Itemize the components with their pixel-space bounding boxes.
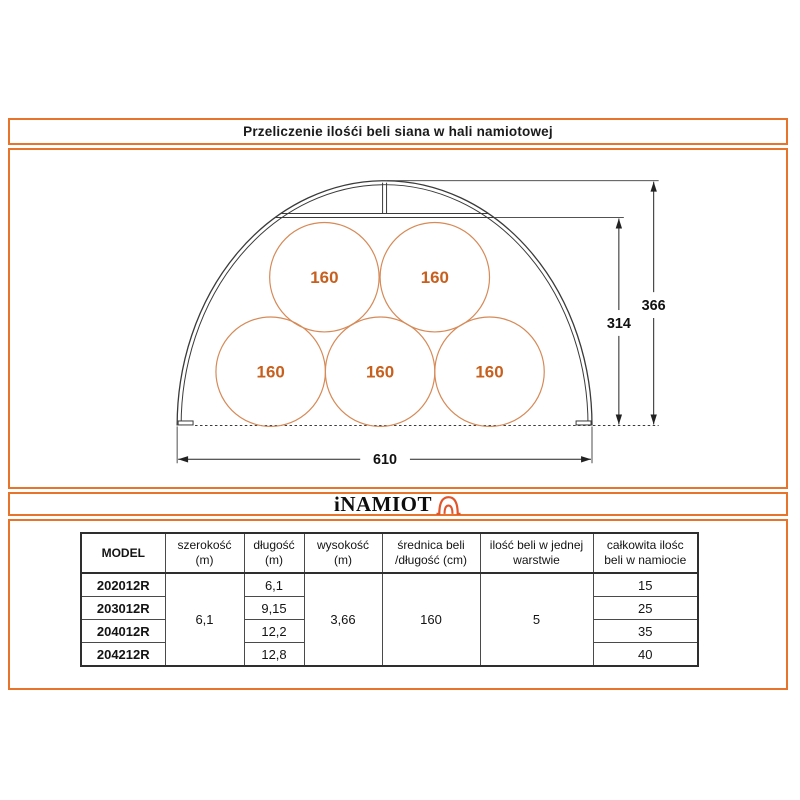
col-header-label: beli w namiocie (604, 553, 687, 567)
length-cell: 12,8 (244, 643, 304, 667)
title-bar (8, 118, 788, 145)
bale-diameter-cell: 160 (382, 573, 480, 666)
table-row (81, 573, 698, 597)
col-header-model (81, 533, 165, 573)
col-header-label: całkowita ilośc (606, 538, 684, 552)
length-cell: 6,1 (244, 573, 304, 597)
arrowhead (616, 219, 622, 229)
tent-inner-arc (181, 185, 588, 426)
height-cell: 3,66 (304, 573, 382, 666)
total-bales-cell: 35 (593, 620, 698, 643)
right-foot-plate (576, 421, 591, 425)
bale-diameter-label: 160 (310, 268, 339, 288)
col-header-height (304, 533, 382, 573)
arrowhead (178, 456, 188, 462)
table-header-row (81, 533, 698, 573)
page-title: Przeliczenie ilośći beli siana w hali namiotowej (243, 124, 553, 139)
total-bales-cell: 25 (593, 597, 698, 620)
total-bales-cell: 15 (593, 573, 698, 597)
col-header-bale-diameter (382, 533, 480, 573)
model-cell: 204012R (81, 620, 165, 643)
model-cell: 204212R (81, 643, 165, 667)
col-header-unit: (m) (334, 553, 352, 567)
spec-table (80, 532, 699, 667)
arrowhead (581, 456, 591, 462)
model-cell: 203012R (81, 597, 165, 620)
arrowhead (650, 182, 656, 192)
brand-logo-text: iNAMIOT (334, 491, 432, 516)
model-cell: 202012R (81, 573, 165, 597)
col-header-label: warstwie (513, 553, 560, 567)
arrowhead (650, 415, 656, 425)
bale-diameter-label: 160 (420, 268, 449, 288)
dim-total-height-label: 366 (641, 298, 666, 315)
total-bales-cell: 40 (593, 643, 698, 667)
col-header-total-bales (593, 533, 698, 573)
col-header-unit: /długość (cm) (394, 553, 468, 567)
left-foot-plate (178, 421, 193, 425)
col-header-label: średnica beli (397, 538, 465, 552)
arrowhead (616, 415, 622, 425)
col-header-label: wysokość (316, 538, 369, 552)
bale-diameter-label: 160 (365, 362, 395, 382)
col-header-bales-per-layer (480, 533, 593, 573)
diagram-panel (8, 148, 788, 489)
bale-diameter-label: 160 (475, 362, 504, 382)
col-header-label: szerokość (177, 538, 232, 552)
col-header-width (165, 533, 244, 573)
logo-band (8, 492, 788, 516)
tent-icon (435, 493, 462, 516)
length-cell: 9,15 (244, 597, 304, 620)
dim-inner-height-label: 314 (606, 315, 631, 332)
col-header-length (244, 533, 304, 573)
col-header-label: MODEL (101, 545, 145, 560)
dim-width-label: 610 (373, 452, 398, 469)
col-header-unit: (m) (195, 553, 214, 567)
spec-table-panel (8, 519, 788, 690)
col-header-label: długość (253, 538, 295, 552)
col-header-unit: (m) (265, 553, 283, 567)
width-cell: 6,1 (165, 573, 244, 666)
bales-per-layer-cell: 5 (480, 573, 593, 666)
tent-cross-section-diagram (10, 150, 786, 487)
tent-icon-door (445, 505, 453, 513)
length-cell: 12,2 (244, 620, 304, 643)
bale-diameter-label: 160 (256, 362, 285, 382)
col-header-label: ilość beli w jednej (489, 538, 584, 552)
